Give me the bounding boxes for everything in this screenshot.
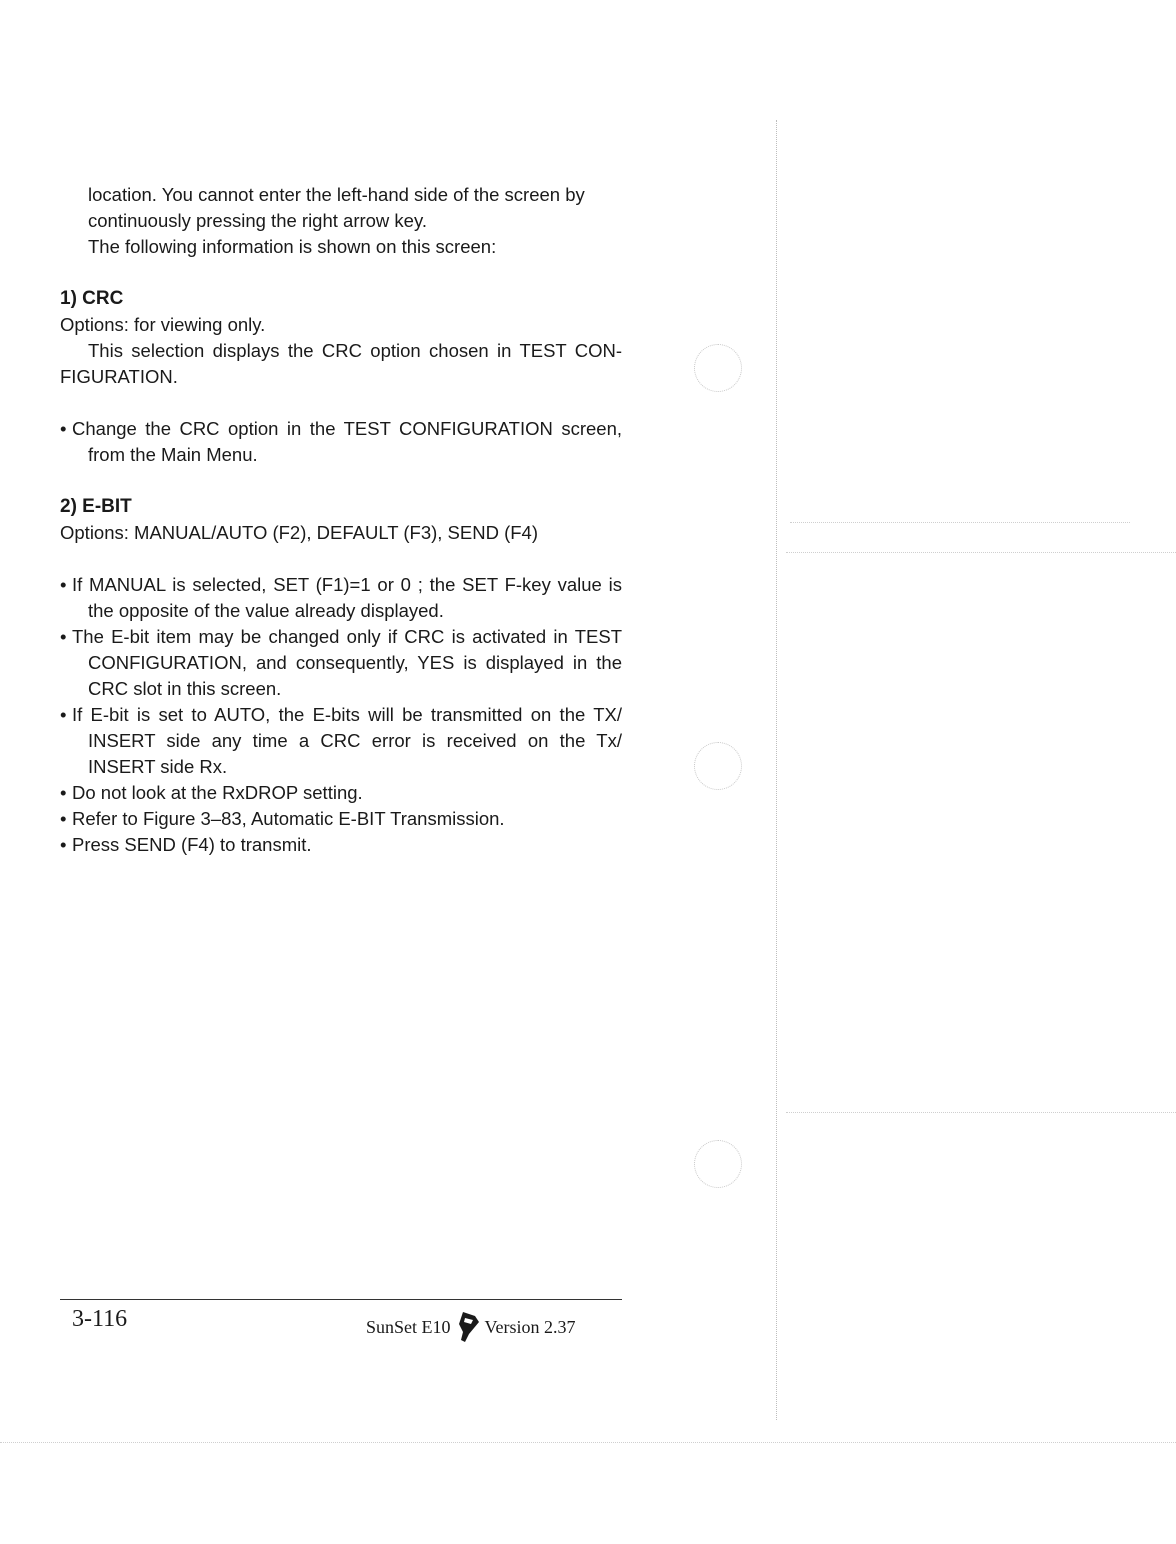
body-text [60,182,622,858]
list-item: • Change the CRC option in the TEST CONFIGURATION screen, from the Main Menu. [60,418,622,465]
list-item: • If E-bit is set to AUTO, the E-bits will be transmitted on the TX/ INSERT side any time a CRC error is received on the Tx/ INSERT side Rx. [60,704,622,777]
intro-line-2: continuously pressing the right arrow key. [88,210,427,231]
list-item: • The E-bit item may be changed only if CRC is activated in TEST CONFIGURATION, and consequently, YES is displayed in the CRC slot in this screen. [60,626,622,699]
scan-artifact-line [786,1112,1176,1113]
scan-artifact-line [0,1442,1176,1443]
ebit-bullet-list [60,572,622,858]
list-item: • Do not look at the RxDROP setting. [60,780,622,806]
crc-options: Options: for viewing only. [60,314,266,335]
list-item: • Refer to Figure 3–83, Automatic E-BIT Transmission. [60,806,622,832]
punch-hole [694,1140,742,1188]
ebit-options: Options: MANUAL/AUTO (F2), DEFAULT (F3), SEND (F4) [60,522,539,543]
bullet: • [60,626,67,647]
phone-handset-logo-icon [455,1310,481,1344]
list-item: • Press SEND (F4) to transmit. [60,832,622,858]
section-heading-ebit: 2) E-BIT [60,496,132,517]
bullet: • [60,808,67,829]
section-heading-crc: 1) CRC [60,288,124,309]
crc-bullet-list [60,416,622,468]
bullet: • [60,782,67,803]
footer-rule [60,1299,622,1300]
footer-product [366,1310,576,1344]
bullet: • [60,574,67,595]
crc-description: This selection displays the CRC option chosen in TEST CON-FIGURATION. [60,340,622,387]
intro-following: The following information is shown on this screen: [88,236,497,257]
scan-artifact-line [786,552,1176,553]
bullet: • [60,834,67,855]
punch-hole [694,344,742,392]
version-label: Version 2.37 [484,1316,576,1337]
page-number: 3-116 [72,1306,128,1332]
intro-line-1: location. You cannot enter the left-hand side of the screen by [88,184,585,205]
bullet: • [60,704,67,725]
binder-edge-line [776,120,777,1420]
bullet: • [60,418,67,439]
punch-hole [694,742,742,790]
product-name: SunSet E10 [366,1316,451,1337]
list-item: • If MANUAL is selected, SET (F1)=1 or 0 ; the SET F-key value is the opposite of the value already displayed. [60,574,622,621]
scan-artifact-line [790,522,1130,523]
